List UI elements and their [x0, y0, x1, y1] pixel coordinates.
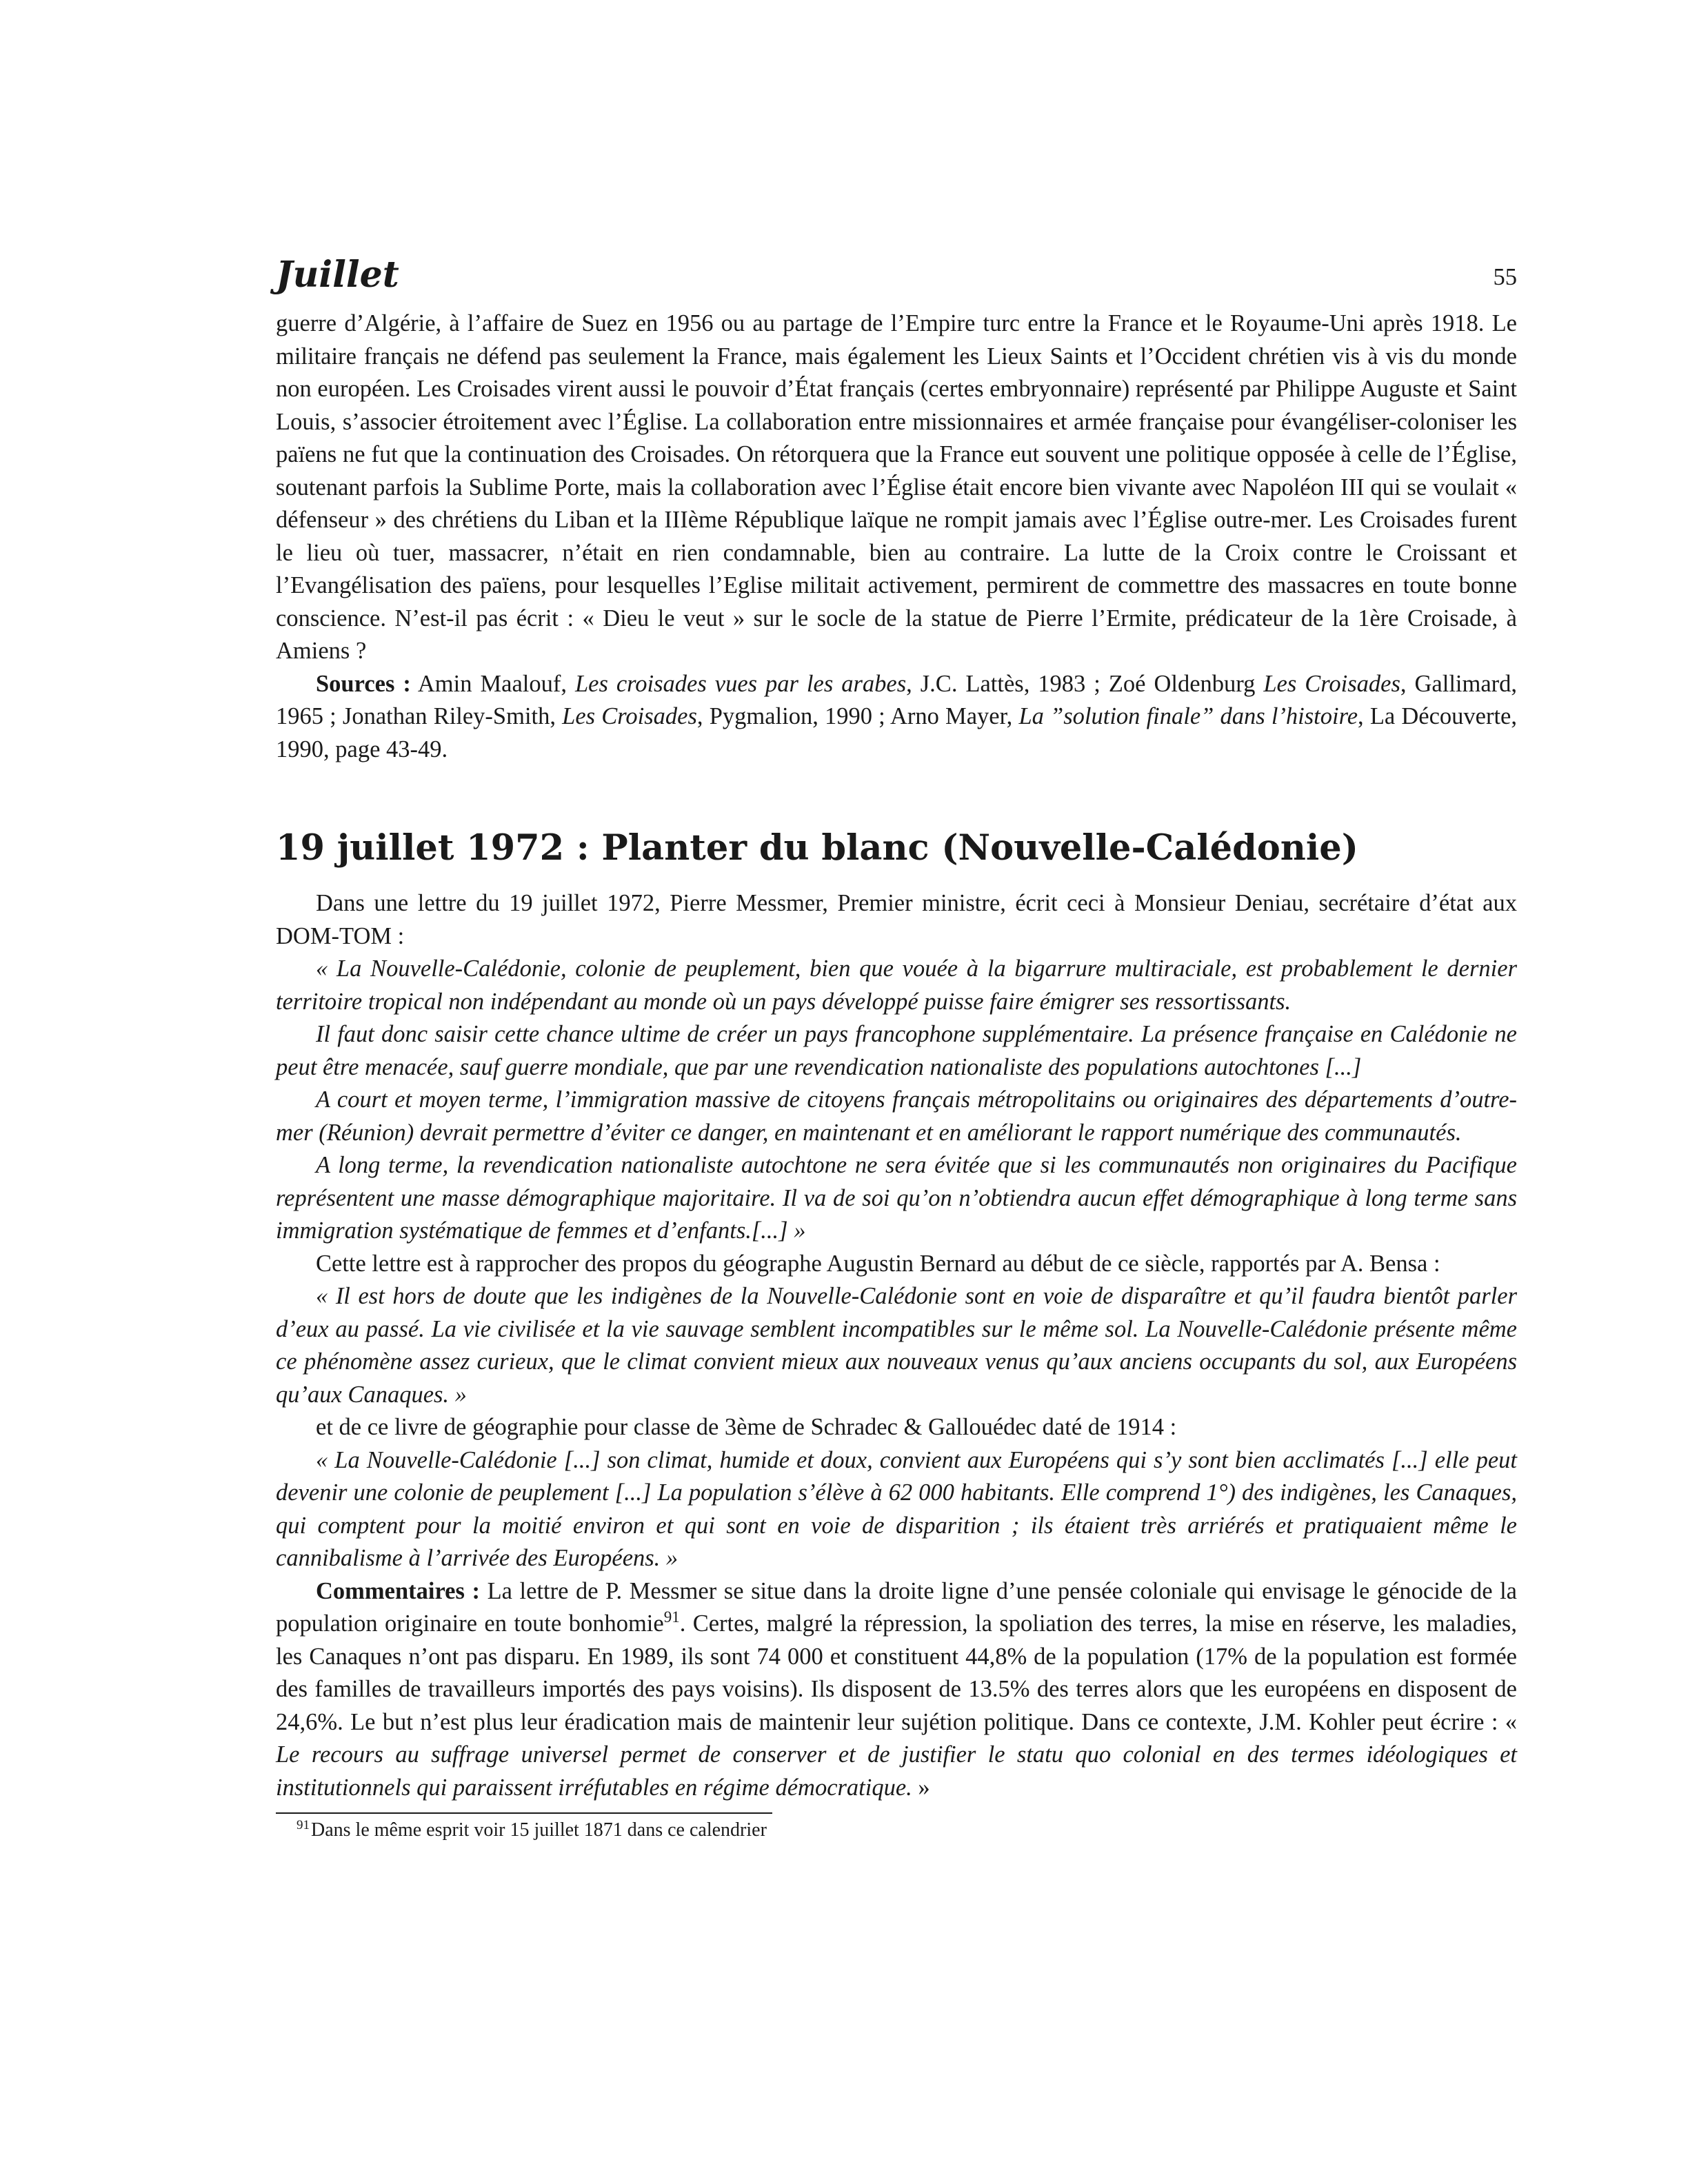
commentary-text: » — [912, 1774, 930, 1801]
footnote — [276, 1818, 1517, 1843]
bernard-intro-paragraph: Cette lettre est à rapprocher des propos du géographe Augustin Bernard au début de ce siècle, rapportés par A. Bensa : — [316, 1250, 1440, 1277]
footnote-reference: 91 — [663, 1608, 680, 1626]
letter-paragraph: Il faut donc saisir cette chance ultime de créer un pays francophone supplémentaire. La présence française en Calédonie ne peut être menacée, sauf guerre mondiale, que par une revendication nationaliste des populations autochtones [...] — [276, 1021, 1517, 1080]
sources-title: Les Croisades — [562, 703, 697, 729]
running-title: Juillet — [276, 254, 399, 296]
sources-text: , Gallimard, 1965 ; Jonathan Riley-Smith, — [276, 670, 1517, 729]
sources-text: , Pygmalion, 1990 ; Arno Mayer, — [696, 703, 1019, 729]
footnote-mark: 91 — [297, 1818, 310, 1832]
geography-intro-paragraph: et de ce livre de géographie pour classe de 3ème de Schradec & Gallouédec daté de 1914 : — [316, 1414, 1177, 1440]
letter-paragraph: A court et moyen terme, l’immigration massive de citoyens français métropolitains ou originaires des départements d’outre-mer (Réunion) devrait permettre d’éviter ce danger, en maintenant et en améliorant le rapport numérique des communautés. — [276, 1086, 1517, 1146]
commentary-paragraph — [276, 1575, 1517, 1805]
commentary-text: La lettre de P. Messmer se situe dans la droite ligne d’une pensée coloniale qui envisage le génocide de la population originaire en toute bonhomie — [276, 1577, 1517, 1637]
letter-paragraph: « La Nouvelle-Calédonie, colonie de peuplement, bien que vouée à la bigarrure multiraciale, est probablement le dernier territoire tropical non indépendant au monde où un pays développé puisse faire émigrer ses ressortissants. — [276, 956, 1517, 1015]
geography-quote-paragraph: « La Nouvelle-Calédonie [...] son climat, humide et doux, convient aux Européens qui s’y sont bien acclimatés [...] elle peut devenir une colonie de peuplement [...] La population s’élève à 62 000 habitants. Elle comprend 1°) des indigènes, les Canaques, qui comptent pour la moitié environ et qui sont en voie de disparition ; ils étaient très arriérés et pratiquaient même le cannibalisme à l’arrivée des Européens. » — [276, 1446, 1517, 1571]
footnote-text: Dans le même esprit voir 15 juillet 1871 dans ce calendrier — [311, 1819, 767, 1841]
sources-paragraph — [276, 668, 1517, 767]
sources-title: Les croisades vues par les arabes — [574, 670, 907, 697]
intro-paragraph: Dans une lettre du 19 juillet 1972, Pierre Messmer, Premier ministre, écrit ceci à Monsieur Deniau, secrétaire d’état aux DOM-TOM : — [276, 890, 1517, 949]
section-heading: 19 juillet 1972 : Planter du blanc (Nouvelle-Calédonie) — [276, 827, 1358, 869]
sources-text: , La Découverte, 1990, page 43-49. — [276, 703, 1517, 762]
commentary-text: . Certes, malgré la répression, la spoliation des terres, la mise en réserve, les maladies, les Canaques n’ont pas disparu. En 1989, ils sont 74 000 et constituent 44,8% de la population (17% de la population est formée des familles de travailleurs importés des pays voisins). Ils disposent de 13.5% des terres alors que les européens en disposent de 24,6%. Le but n’est plus leur éradication mais de maintenir leur sujétion politique. Dans ce contexte, J.M. Kohler peut écrire : « — [276, 1610, 1517, 1735]
page-header — [276, 254, 1517, 296]
sources-text: , J.C. Lattès, 1983 ; Zoé Oldenburg — [906, 670, 1264, 697]
letter-paragraph: A long terme, la revendication nationaliste autochtone ne sera évitée que si les communautés non originaires du Pacifique représentent une masse démographique majoritaire. Il va de soi qu’on n’obtiendra aucun effet démographique à long terme sans immigration systématique de femmes et d’enfants.[...] » — [276, 1152, 1517, 1244]
document-page — [276, 254, 1517, 1843]
sources-label: Sources : — [316, 670, 411, 697]
sources-title: La ”solution finale” dans l’histoire — [1018, 703, 1358, 729]
page-number: 55 — [1493, 264, 1517, 290]
bernard-quote-paragraph: « Il est hors de doute que les indigènes de la Nouvelle-Calédonie sont en voie de disparaître et qu’il faudra bientôt parler d’eux au passé. La vie civilisée et la vie sauvage semblent incompatibles sur le même sol. La Nouvelle-Calédonie présente même ce phénomène assez curieux, que le climat convient mieux aux nouveaux venus qu’aux anciens occupants du sol, aux Européens qu’aux Canaques. » — [276, 1283, 1517, 1408]
sources-text: Amin Maalouf, — [410, 670, 575, 697]
footnote-rule — [276, 1812, 772, 1814]
sources-title: Les Croisades — [1263, 670, 1400, 697]
commentary-label: Commentaires : — [316, 1577, 480, 1604]
continuation-paragraph: guerre d’Algérie, à l’affaire de Suez en 1956 ou au partage de l’Empire turc entre la France et le Royaume-Uni après 1918. Le militaire français ne défend pas seulement la France, mais également les Lieux Saints et l’Occident chrétien vis à vis du monde non européen. Les Croisades virent aussi le pouvoir d’État français (certes embryonnaire) représenté par Philippe Auguste et Saint Louis, s’associer étroitement avec l’Église. La collaboration entre missionnaires et armée française pour évangéliser-coloniser les païens ne fut que la continuation des Croisades. On rétorquera que la France eut souvent une politique opposée à celle de l’Église, soutenant parfois la Sublime Porte, mais la collaboration avec l’Église était encore bien vivante avec Napoléon III qui se voulait « défenseur » des chrétiens du Liban et la IIIème République laïque ne rompit jamais avec l’Église outre-mer. Les Croisades furent le lieu où tuer, massacrer, n’était en rien condamnable, bien au contraire. La lutte de la Croix contre le Croissant et l’Evangélisation des païens, pour lesquelles l’Eglise militait activement, permirent de commettre des massacres en toute bonne conscience. N’est-il pas écrit : « Dieu le veut » sur le socle de la statue de Pierre l’Ermite, prédicateur de la 1ère Croisade, à Amiens ? — [276, 310, 1517, 664]
kohler-quote: Le recours au suffrage universel permet de conserver et de justifier le statu quo colonial en des termes idéologiques et institutionnels qui paraissent irréfutables en régime démocratique. — [276, 1741, 1517, 1801]
